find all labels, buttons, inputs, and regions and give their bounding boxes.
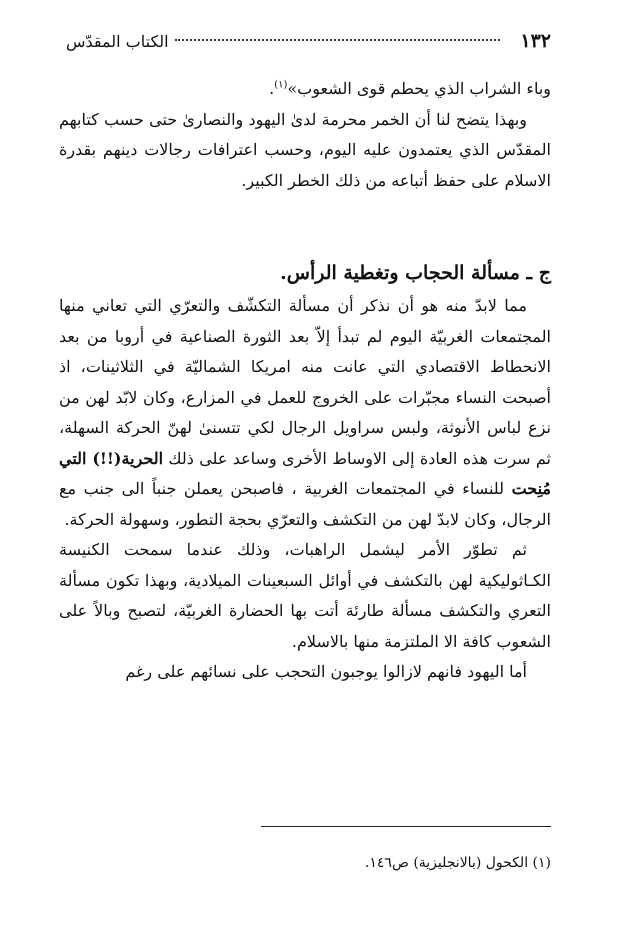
page-number: ١٣٢ [520,30,551,52]
paragraph: ثم تطوّر الأمر ليشمل الراهبات، وذلك عندما سمحت الكنيسة الكـاثوليكية لهن بالتكشف في أوائل السبعينات الميلادية، وبهذا تكون مسألة التعري والتكشف مسألة طارئة أتت بها الحضارة الغربيّة، لتصبح وبالاً على الشعوب كافة الا الملتزمة منها بالاسلام. [59,540,551,651]
footnote: (١) الكحول (بالانجليزية) ص١٤٦. [364,855,551,871]
section-heading: ج ـ مسألة الحجاب وتغطية الرأس. [280,262,551,284]
emphasized-phrase: الحرية(!!) التي مُنِحت [59,448,551,498]
running-title: الكتاب المقدّس [66,32,169,51]
paragraph: وبهذا يتضح لنا أن الخمر محرمة لدىٰ اليهود والنصارىٰ حتى حسب كتابهم المقدّس الذي يعتمدون عليه اليوم، وحسب اعترافات رجالات دينهم بقدرة الاسلام على حفظ أتباعه من ذلك الخطر الكبير. [59,109,551,190]
page-header [66,30,551,56]
section-body [59,291,551,688]
dot-leader [175,39,501,41]
intro-text [59,74,551,196]
footnote-divider [261,826,551,827]
quote-ending-line: وباء الشراب الذي يحطم قوى الشعوب»$^{(١)}$. [269,79,551,98]
paragraph: مما لابدّ منه هو أن نذكر أن مسألة التكشّف والتعرّي التي تعاني منها المجتمعات الغربيّة اليوم لم تبدأ إلاّ بعد الثورة الصناعية في أروبا من بعد الانحطاط الاقتصادي التي عانت منه امريكا الشماليّة في الثلاثينات، اذ أصبحت النساء مجبّرات على الخروج للعمل في المزارع، وكان لابّد لهن من نزع لباس الأنوثة، ولبس سراويل الرجال لكي تتسنىٰ لهنّ الحركة السهلة، ثم سرت هذه العادة إلى الاوساط الأخرى وساعد على ذلك الحرية(!!) التي مُنِحت للنساء في المجتمعات الغربية ، فاصبحن يعملن جنباً الى جنب مع الرجال، وكان لابدّ لهن من التكشف والتعرّي بحجة التطور، وسهولة الحركة. [59,296,552,529]
paragraph: أما اليهود فانهم لازالوا يوجبون التحجب على نسائهم على رغم [125,662,527,681]
footnote-reference: (١) [274,79,288,91]
